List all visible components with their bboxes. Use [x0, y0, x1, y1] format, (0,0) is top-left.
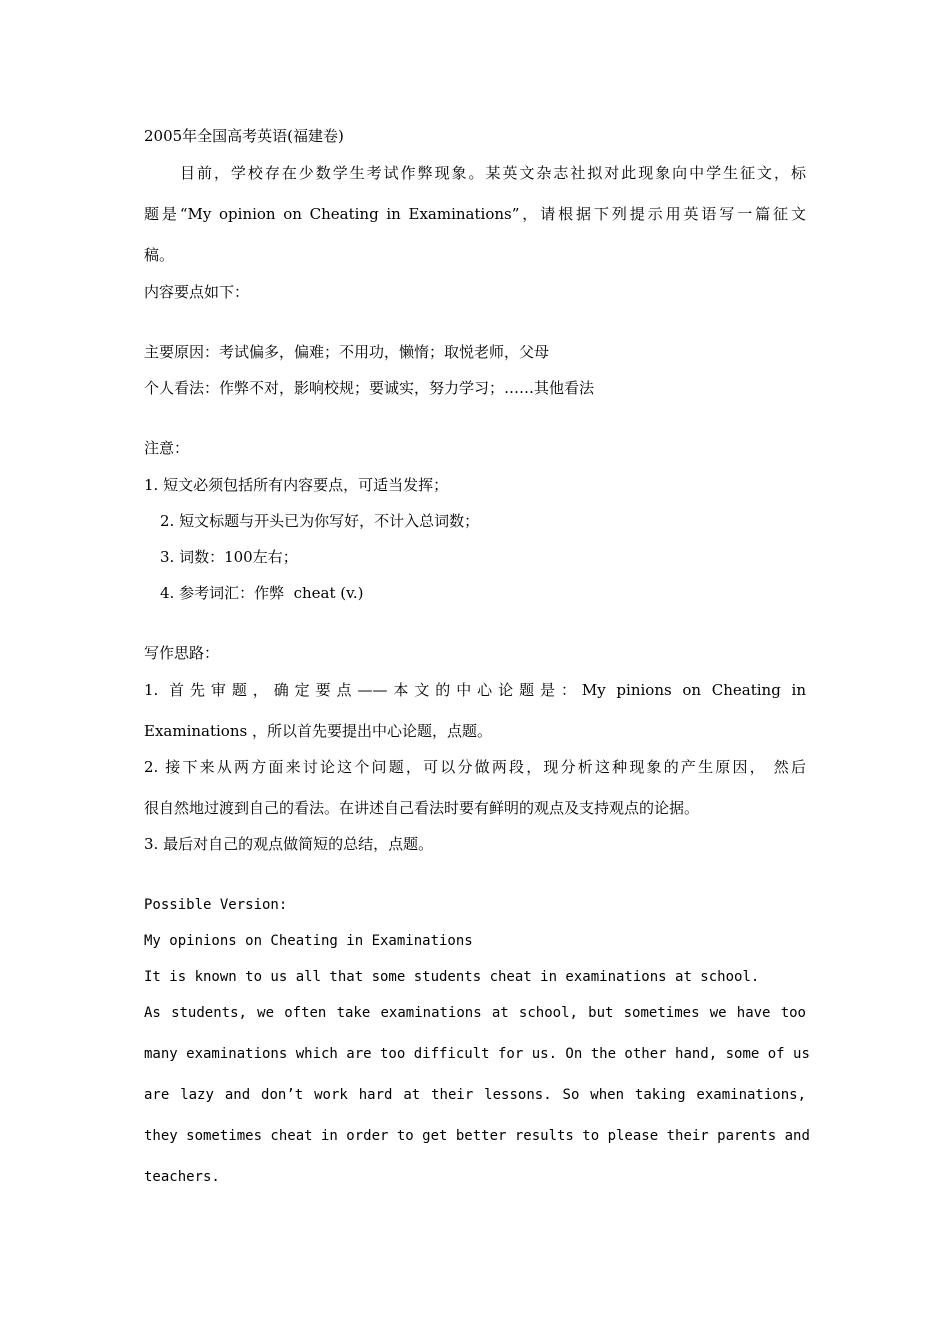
ideas-heading: 写作思路：	[144, 644, 220, 662]
task-line-1: 目前，学校存在少数学生考试作弊现象。某英文杂志社拟对此现象向中学生征文，标	[180, 164, 806, 182]
notes-item: 4. 参考词汇：作弊 cheat (v.)	[160, 584, 364, 602]
notes-item: 3. 词数：100左右；	[160, 548, 298, 566]
essay-para-line: are lazy and don’t work hard at their lessons. So when taking examinations,	[144, 1087, 806, 1103]
notes-item: 2. 短文标题与开头已为你写好，不计入总词数；	[160, 512, 480, 530]
ideas-item-2-line-1: 2. 接下来从两方面来讨论这个问题，可以分做两段，现分析这种现象的产生原因， 然后	[144, 758, 806, 776]
notes-item: 1. 短文必须包括所有内容要点，可适当发挥；	[144, 476, 449, 494]
task-line-2: 题是“My opinion on Cheating in Examinations”，请根据下列提示用英语写一篇征文	[144, 205, 806, 223]
essay-para-line: they sometimes cheat in order to get better results to please their parents and	[144, 1128, 810, 1144]
points-item: 个人看法：作弊不对，影响校规；要诚实，努力学习；……其他看法	[144, 379, 595, 397]
essay-para-line: As students, we often take examinations at school, but sometimes we have too	[144, 1005, 806, 1021]
essay-para-line: many examinations which are too difficult for us. On the other hand, some of us	[144, 1046, 810, 1062]
points-heading: 内容要点如下：	[144, 283, 250, 301]
essay-para-line: teachers.	[144, 1169, 220, 1185]
document-title: 2005年全国高考英语(福建卷)	[144, 127, 344, 145]
notes-heading: 注意：	[144, 439, 190, 457]
essay-opening: It is known to us all that some students cheat in examinations at school.	[144, 969, 760, 985]
ideas-item-1-line-2: Examinations ，所以首先要提出中心论题，点题。	[144, 722, 492, 740]
ideas-item-2-line-2: 很自然地过渡到自己的看法。在讲述自己看法时要有鲜明的观点及支持观点的论据。	[144, 799, 700, 817]
points-item: 主要原因：考试偏多，偏难；不用功，懒惰；取悦老师，父母	[144, 343, 550, 361]
version-heading: Possible Version:	[144, 897, 288, 913]
ideas-item-3: 3. 最后对自己的观点做简短的总结，点题。	[144, 835, 434, 853]
essay-title: My opinions on Cheating in Examinations	[144, 933, 473, 949]
ideas-item-1-line-1: 1. 首先审题，确定要点——本文的中心论题是：My pinions on Cheating in	[144, 681, 806, 699]
task-line-3: 稿。	[144, 246, 175, 264]
